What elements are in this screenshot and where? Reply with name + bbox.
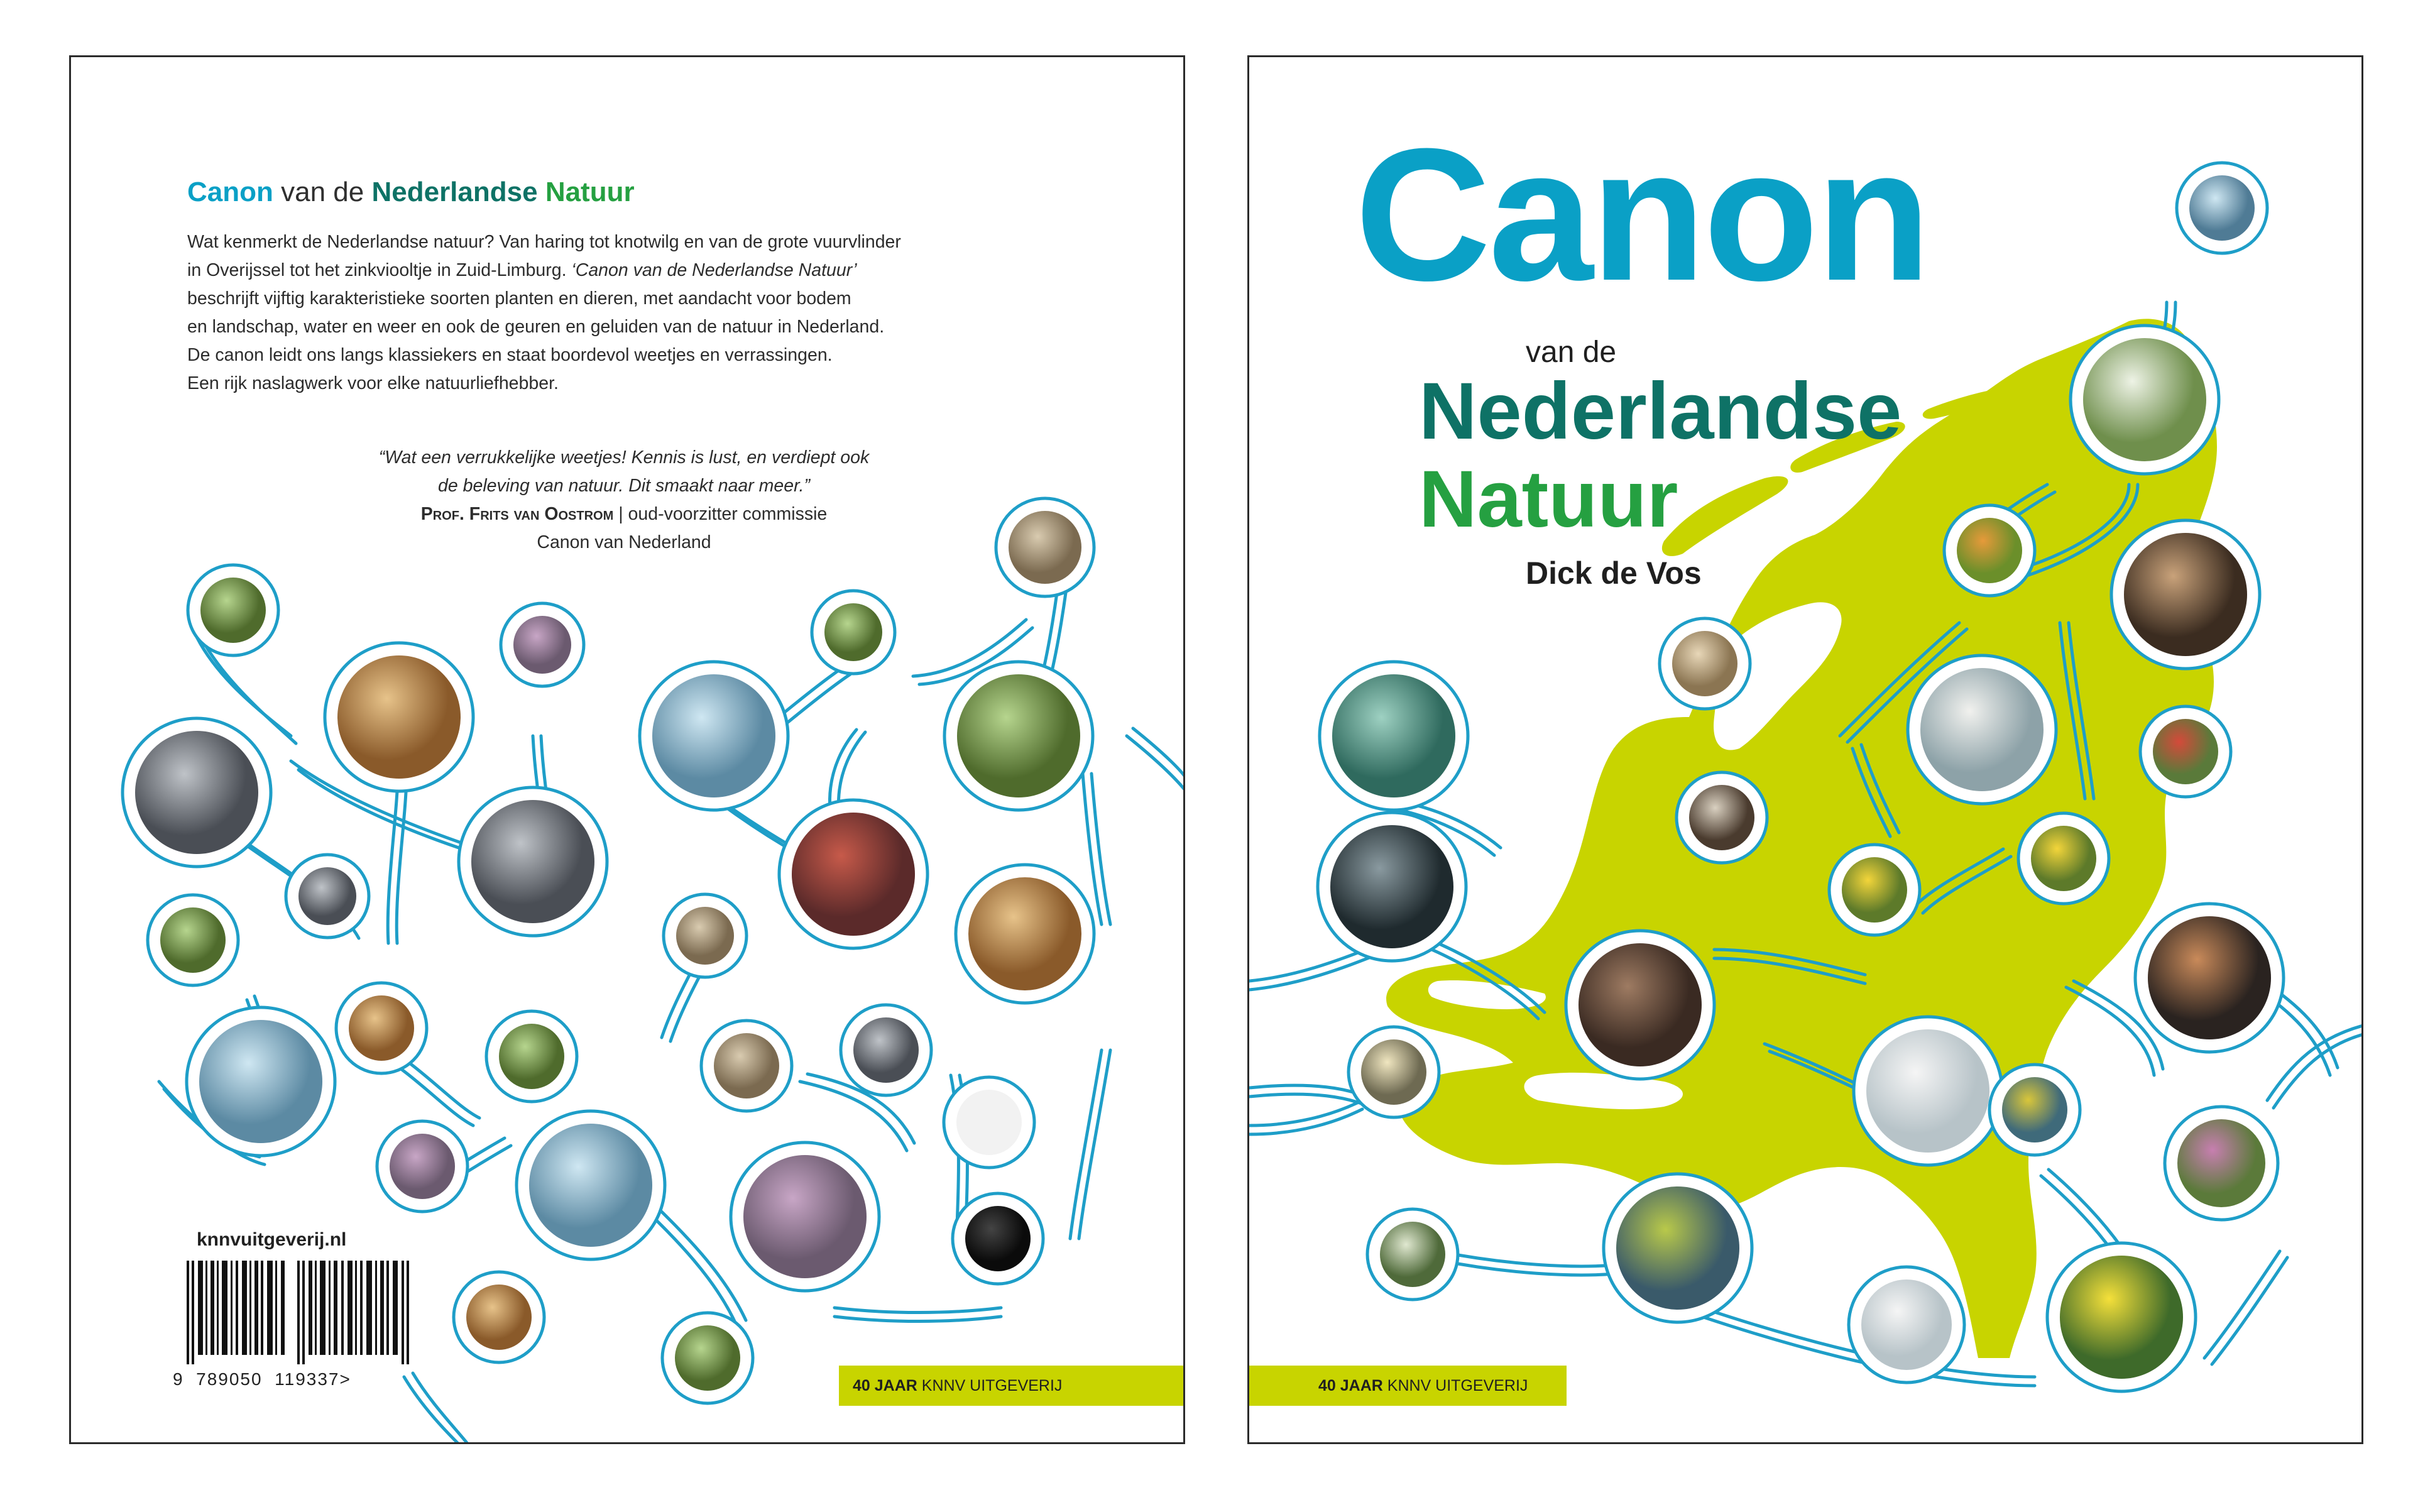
front-cover	[1247, 55, 2363, 1444]
photo-seals	[529, 1124, 652, 1247]
photo-wolf	[2124, 533, 2247, 656]
photo-herb	[675, 1325, 740, 1391]
back-quote	[310, 444, 938, 557]
photo-dragonfly	[824, 603, 882, 661]
photo-bug	[390, 1134, 455, 1199]
front-title-vande: van de	[1526, 336, 1617, 369]
band-front-text: KNNV UITGEVERIJ	[1387, 1377, 1528, 1394]
back-title-natuur: Natuur	[545, 177, 635, 207]
photo-hummingbird-hawk-moth	[2189, 175, 2255, 241]
photo-yellow-flowers	[2060, 1256, 2183, 1379]
photo-seahorse	[1361, 1039, 1426, 1105]
isbn-mid-2: 119337	[275, 1369, 340, 1389]
photo-wool-ball	[1672, 631, 1737, 696]
anniversary-band-front	[1249, 1366, 1567, 1406]
photo-coral-anemone	[1332, 674, 1455, 797]
photo-birch-shrub	[1380, 1222, 1445, 1287]
blurb-line-1: Wat kenmerkt de Nederlandse natuur? Van haring tot knotwilg en van de grote vuurvlinder	[187, 232, 901, 252]
photo-ground-sample	[1009, 511, 1081, 584]
photo-pine-tree	[1861, 1279, 1952, 1370]
photo-orchid	[2177, 1119, 2265, 1207]
photo-snowdrops	[2083, 338, 2206, 461]
blurb-line-5: De canon leidt ons langs klassiekers en staat boordevol weetjes en verrassingen.	[187, 345, 833, 365]
front-title-natuur: Natuur	[1419, 454, 1678, 544]
publisher-website: knnvuitgeverij.nl	[197, 1229, 347, 1250]
band-front-bold: 40 JAAR	[1318, 1377, 1383, 1394]
photo-gurnard-fish	[199, 1020, 322, 1143]
back-title-vande: van de	[281, 177, 364, 207]
blurb-line-4: en landschap, water en weer en ook de geuren en geluiden van de natuur in Nederland.	[187, 317, 885, 337]
photo-flower-bud	[466, 1285, 532, 1350]
photo-great-tit	[1842, 857, 1907, 923]
anniversary-band-back	[839, 1366, 1185, 1406]
isbn-digits	[173, 1369, 351, 1389]
blurb-line-3: beschrijft vijftig karakteristieke soorten planten en dieren, met aandacht voor bodem	[187, 288, 851, 309]
photo-butterfly	[1957, 518, 2022, 583]
photo-seagulls	[853, 1017, 919, 1083]
photo-frog	[1616, 1186, 1739, 1310]
back-title-canon: Canon	[187, 177, 273, 207]
back-title-nederlandse: Nederlandse	[371, 177, 538, 207]
front-title-nederlandse: Nederlandse	[1419, 366, 1902, 456]
photo-worm	[513, 616, 571, 674]
isbn-barcode	[187, 1261, 425, 1364]
photo-toad	[714, 1033, 779, 1098]
quote-author: Prof. Frits van Oostrom	[420, 504, 614, 524]
photo-beaver	[1579, 943, 1702, 1066]
photo-bumblebee	[1866, 1029, 1989, 1153]
quote-line-1: “Wat een verrukkelijke weetjes! Kennis is lust, en verdiept ook	[378, 447, 870, 468]
photo-bat	[965, 1206, 1031, 1271]
photo-hare	[349, 995, 414, 1061]
photo-goose	[135, 731, 258, 854]
photo-shells	[471, 800, 594, 923]
photo-pollard-willows	[652, 674, 775, 797]
photo-heathland-mist	[743, 1155, 867, 1278]
photo-gudgeon-fish	[1330, 825, 1453, 948]
front-author: Dick de Vos	[1526, 556, 1702, 591]
photo-stoat	[968, 877, 1081, 990]
photo-lizard	[200, 578, 266, 643]
isbn-end: >	[339, 1369, 351, 1389]
isbn-mid-1: 789050	[196, 1369, 263, 1389]
photo-crayfish	[792, 813, 915, 936]
photo-oak-leaf-pond	[676, 907, 734, 965]
photo-sapling	[499, 1024, 564, 1089]
photo-dandelion	[2031, 826, 2096, 891]
photo-forest-lane	[957, 674, 1080, 797]
photo-wild-boar	[2148, 916, 2271, 1039]
photo-spider	[1689, 785, 1754, 850]
band-back-text: KNNV UITGEVERIJ	[921, 1377, 1063, 1394]
photo-gorse	[2002, 1077, 2067, 1142]
quote-author-role-2: Canon van Nederland	[537, 532, 711, 552]
back-blurb	[187, 228, 1004, 398]
blurb-line-2: in Overijssel tot het zinkviooltje in Zuid-Limburg.	[187, 260, 567, 280]
quote-line-2: de beleving van natuur. Dit smaakt naar meer.”	[438, 476, 810, 496]
isbn-first: 9	[173, 1369, 184, 1389]
photo-mushroom	[2153, 719, 2218, 784]
photo-eel	[337, 655, 461, 779]
back-title	[187, 177, 635, 208]
photo-beetle	[298, 867, 356, 925]
blurb-book-title: ‘Canon van de Nederlandse Natuur’	[571, 260, 857, 280]
back-cover	[69, 55, 1185, 1444]
front-title-canon: Canon	[1355, 109, 1929, 320]
quote-author-role: | oud-voorzitter commissie	[618, 504, 828, 524]
photo-moth	[956, 1090, 1022, 1155]
band-back-bold: 40 JAAR	[853, 1377, 917, 1394]
blurb-line-6: Een rijk naslagwerk voor elke natuurliefhebber.	[187, 373, 559, 393]
photo-snail	[160, 907, 226, 973]
photo-egret	[1920, 668, 2044, 791]
